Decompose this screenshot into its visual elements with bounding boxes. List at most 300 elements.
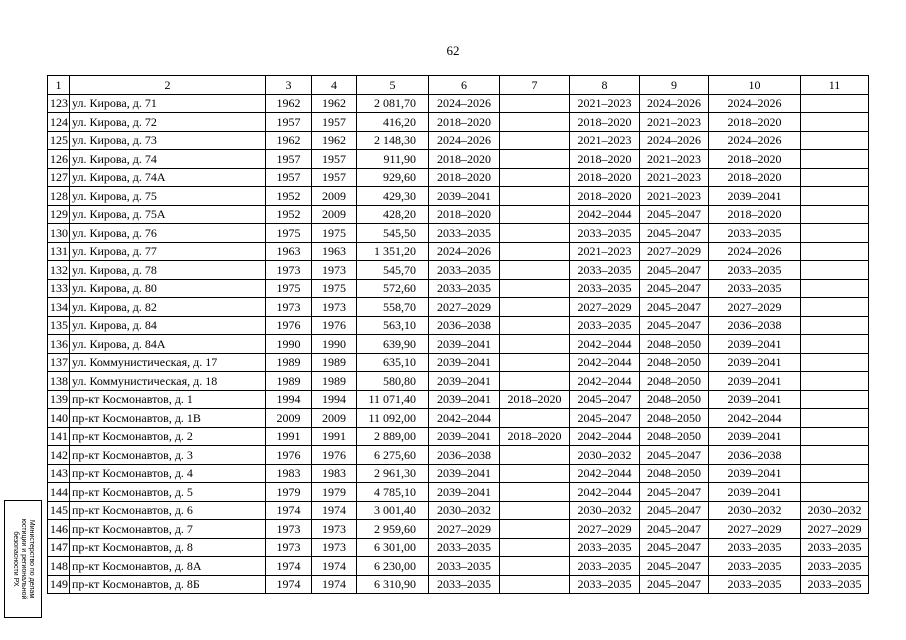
period-col6-cell: 2024–2026 <box>429 242 500 261</box>
period-col7-cell <box>500 113 570 132</box>
period-col7-cell <box>500 372 570 391</box>
year-commissioned-cell: 1957 <box>312 113 357 132</box>
address-cell: ул. Кирова, д. 82 <box>70 298 266 317</box>
year-commissioned-cell: 1973 <box>312 298 357 317</box>
address-cell: ул. Кирова, д. 74 <box>70 150 266 169</box>
period-col7-cell <box>500 279 570 298</box>
period-col11-cell <box>801 335 869 354</box>
period-col10-cell: 2036–2038 <box>709 446 801 465</box>
row-number-cell: 125 <box>48 131 70 150</box>
period-col7-cell <box>500 575 570 594</box>
address-cell: пр-кт Космонавтов, д. 4 <box>70 464 266 483</box>
row-number-cell: 138 <box>48 372 70 391</box>
year-built-cell: 1973 <box>266 538 312 557</box>
period-col6-cell: 2027–2029 <box>429 298 500 317</box>
address-cell: пр-кт Космонавтов, д. 1 <box>70 390 266 409</box>
row-number-cell: 141 <box>48 427 70 446</box>
period-col11-cell <box>801 409 869 428</box>
period-col11-cell <box>801 224 869 243</box>
table-row <box>48 372 869 391</box>
row-number-cell: 140 <box>48 409 70 428</box>
year-built-cell: 1962 <box>266 131 312 150</box>
period-col7-cell <box>500 150 570 169</box>
year-built-cell: 1962 <box>266 94 312 113</box>
year-commissioned-cell: 1989 <box>312 353 357 372</box>
year-built-cell: 1957 <box>266 168 312 187</box>
period-col10-cell: 2033–2035 <box>709 538 801 557</box>
year-commissioned-cell: 1976 <box>312 446 357 465</box>
period-col7-cell <box>500 298 570 317</box>
period-col6-cell: 2033–2035 <box>429 538 500 557</box>
period-col8-cell: 2042–2044 <box>570 483 640 502</box>
table-row <box>48 446 869 465</box>
period-col10-cell: 2039–2041 <box>709 372 801 391</box>
table-row <box>48 501 869 520</box>
table-row <box>48 242 869 261</box>
table-row <box>48 575 869 594</box>
period-col6-cell: 2033–2035 <box>429 261 500 280</box>
area-cell: 929,60 <box>357 168 429 187</box>
period-col7-cell <box>500 224 570 243</box>
period-col6-cell: 2033–2035 <box>429 224 500 243</box>
row-number-cell: 135 <box>48 316 70 335</box>
year-built-cell: 1974 <box>266 557 312 576</box>
area-cell: 6 230,00 <box>357 557 429 576</box>
period-col10-cell: 2018–2020 <box>709 205 801 224</box>
row-number-cell: 128 <box>48 187 70 206</box>
period-col10-cell: 2039–2041 <box>709 464 801 483</box>
period-col9-cell: 2045–2047 <box>640 316 709 335</box>
period-col9-cell: 2045–2047 <box>640 298 709 317</box>
address-cell: ул. Кирова, д. 75А <box>70 205 266 224</box>
year-commissioned-cell: 2009 <box>312 187 357 206</box>
period-col11-cell <box>801 205 869 224</box>
period-col9-cell: 2045–2047 <box>640 557 709 576</box>
year-commissioned-cell: 1989 <box>312 372 357 391</box>
period-col9-cell: 2048–2050 <box>640 390 709 409</box>
year-built-cell: 1952 <box>266 205 312 224</box>
table-row <box>48 131 869 150</box>
year-commissioned-cell: 2009 <box>312 205 357 224</box>
address-cell: ул. Кирова, д. 73 <box>70 131 266 150</box>
period-col7-cell <box>500 483 570 502</box>
area-cell: 6 310,90 <box>357 575 429 594</box>
column-header: 11 <box>801 76 869 95</box>
period-col10-cell: 2033–2035 <box>709 575 801 594</box>
row-number-cell: 148 <box>48 557 70 576</box>
period-col8-cell: 2033–2035 <box>570 261 640 280</box>
period-col8-cell: 2042–2044 <box>570 335 640 354</box>
year-commissioned-cell: 1975 <box>312 224 357 243</box>
period-col6-cell: 2024–2026 <box>429 131 500 150</box>
period-col11-cell <box>801 168 869 187</box>
period-col11-cell <box>801 427 869 446</box>
address-cell: пр-кт Космонавтов, д. 5 <box>70 483 266 502</box>
year-built-cell: 1975 <box>266 224 312 243</box>
period-col6-cell: 2036–2038 <box>429 446 500 465</box>
area-cell: 2 081,70 <box>357 94 429 113</box>
period-col6-cell: 2033–2035 <box>429 279 500 298</box>
row-number-cell: 143 <box>48 464 70 483</box>
address-cell: пр-кт Космонавтов, д. 6 <box>70 501 266 520</box>
period-col9-cell: 2048–2050 <box>640 427 709 446</box>
table-row <box>48 538 869 557</box>
area-cell: 2 961,30 <box>357 464 429 483</box>
period-col6-cell: 2027–2029 <box>429 520 500 539</box>
period-col10-cell: 2027–2029 <box>709 520 801 539</box>
period-col8-cell: 2033–2035 <box>570 224 640 243</box>
period-col11-cell: 2033–2035 <box>801 575 869 594</box>
period-col8-cell: 2042–2044 <box>570 353 640 372</box>
period-col9-cell: 2024–2026 <box>640 131 709 150</box>
stamp-line: безопасности РХ <box>11 531 19 587</box>
stamp-text <box>11 501 35 617</box>
table-row <box>48 261 869 280</box>
column-header: 5 <box>357 76 429 95</box>
year-built-cell: 1963 <box>266 242 312 261</box>
period-col9-cell: 2045–2047 <box>640 205 709 224</box>
period-col9-cell: 2048–2050 <box>640 335 709 354</box>
year-built-cell: 1973 <box>266 261 312 280</box>
period-col6-cell: 2018–2020 <box>429 168 500 187</box>
area-cell: 3 001,40 <box>357 501 429 520</box>
address-cell: ул. Кирова, д. 80 <box>70 279 266 298</box>
year-built-cell: 1957 <box>266 150 312 169</box>
period-col6-cell: 2039–2041 <box>429 353 500 372</box>
year-commissioned-cell: 1983 <box>312 464 357 483</box>
table-row <box>48 520 869 539</box>
period-col8-cell: 2030–2032 <box>570 446 640 465</box>
table-row <box>48 335 869 354</box>
row-number-cell: 130 <box>48 224 70 243</box>
year-built-cell: 1976 <box>266 316 312 335</box>
area-cell: 2 959,60 <box>357 520 429 539</box>
period-col11-cell <box>801 242 869 261</box>
period-col10-cell: 2033–2035 <box>709 224 801 243</box>
area-cell: 6 301,00 <box>357 538 429 557</box>
year-commissioned-cell: 1973 <box>312 538 357 557</box>
year-built-cell: 1973 <box>266 520 312 539</box>
period-col6-cell: 2018–2020 <box>429 150 500 169</box>
period-col11-cell <box>801 353 869 372</box>
period-col10-cell: 2033–2035 <box>709 557 801 576</box>
period-col8-cell: 2018–2020 <box>570 187 640 206</box>
address-cell: пр-кт Космонавтов, д. 8А <box>70 557 266 576</box>
year-built-cell: 1974 <box>266 501 312 520</box>
address-cell: пр-кт Космонавтов, д. 3 <box>70 446 266 465</box>
period-col10-cell: 2024–2026 <box>709 131 801 150</box>
row-number-cell: 145 <box>48 501 70 520</box>
column-header: 8 <box>570 76 640 95</box>
row-number-cell: 132 <box>48 261 70 280</box>
year-built-cell: 1979 <box>266 483 312 502</box>
period-col8-cell: 2027–2029 <box>570 298 640 317</box>
period-col7-cell <box>500 335 570 354</box>
address-cell: ул. Коммунистическая, д. 17 <box>70 353 266 372</box>
stamp-line: Министерство по делам <box>28 519 36 599</box>
area-cell: 428,20 <box>357 205 429 224</box>
area-cell: 6 275,60 <box>357 446 429 465</box>
year-commissioned-cell: 1957 <box>312 168 357 187</box>
period-col8-cell: 2042–2044 <box>570 372 640 391</box>
row-number-cell: 133 <box>48 279 70 298</box>
period-col9-cell: 2045–2047 <box>640 575 709 594</box>
period-col8-cell: 2033–2035 <box>570 316 640 335</box>
year-commissioned-cell: 1991 <box>312 427 357 446</box>
year-commissioned-cell: 1973 <box>312 261 357 280</box>
year-built-cell: 1994 <box>266 390 312 409</box>
period-col6-cell: 2033–2035 <box>429 575 500 594</box>
period-col7-cell <box>500 242 570 261</box>
address-cell: пр-кт Космонавтов, д. 8Б <box>70 575 266 594</box>
period-col11-cell <box>801 150 869 169</box>
column-header: 9 <box>640 76 709 95</box>
column-header: 6 <box>429 76 500 95</box>
address-cell: пр-кт Космонавтов, д. 2 <box>70 427 266 446</box>
period-col6-cell: 2039–2041 <box>429 187 500 206</box>
period-col10-cell: 2039–2041 <box>709 390 801 409</box>
period-col10-cell: 2030–2032 <box>709 501 801 520</box>
area-cell: 11 071,40 <box>357 390 429 409</box>
period-col7-cell: 2018–2020 <box>500 390 570 409</box>
year-built-cell: 1973 <box>266 298 312 317</box>
table-row <box>48 390 869 409</box>
address-cell: ул. Кирова, д. 78 <box>70 261 266 280</box>
period-col7-cell <box>500 205 570 224</box>
area-cell: 911,90 <box>357 150 429 169</box>
year-commissioned-cell: 2009 <box>312 409 357 428</box>
period-col8-cell: 2042–2044 <box>570 205 640 224</box>
period-col7-cell <box>500 316 570 335</box>
period-col9-cell: 2021–2023 <box>640 187 709 206</box>
period-col9-cell: 2048–2050 <box>640 372 709 391</box>
stamp-line: юстиции и региональной <box>20 518 28 600</box>
table-row <box>48 150 869 169</box>
area-cell: 1 351,20 <box>357 242 429 261</box>
table-row <box>48 205 869 224</box>
address-cell: ул. Коммунистическая, д. 18 <box>70 372 266 391</box>
table-row <box>48 224 869 243</box>
period-col11-cell: 2030–2032 <box>801 501 869 520</box>
period-col8-cell: 2033–2035 <box>570 557 640 576</box>
period-col7-cell <box>500 131 570 150</box>
period-col7-cell <box>500 538 570 557</box>
row-number-cell: 131 <box>48 242 70 261</box>
year-built-cell: 2009 <box>266 409 312 428</box>
year-built-cell: 1952 <box>266 187 312 206</box>
period-col10-cell: 2039–2041 <box>709 427 801 446</box>
year-commissioned-cell: 1974 <box>312 501 357 520</box>
period-col9-cell: 2021–2023 <box>640 168 709 187</box>
period-col11-cell <box>801 372 869 391</box>
period-col8-cell: 2045–2047 <box>570 409 640 428</box>
period-col11-cell <box>801 446 869 465</box>
table-row <box>48 353 869 372</box>
area-cell: 563,10 <box>357 316 429 335</box>
area-cell: 2 148,30 <box>357 131 429 150</box>
area-cell: 429,30 <box>357 187 429 206</box>
year-built-cell: 1983 <box>266 464 312 483</box>
period-col6-cell: 2030–2032 <box>429 501 500 520</box>
period-col11-cell <box>801 483 869 502</box>
period-col6-cell: 2036–2038 <box>429 316 500 335</box>
column-header: 4 <box>312 76 357 95</box>
period-col7-cell <box>500 187 570 206</box>
row-number-cell: 147 <box>48 538 70 557</box>
period-col6-cell: 2039–2041 <box>429 483 500 502</box>
period-col9-cell: 2045–2047 <box>640 520 709 539</box>
area-cell: 11 092,00 <box>357 409 429 428</box>
period-col9-cell: 2048–2050 <box>640 353 709 372</box>
period-col7-cell <box>500 446 570 465</box>
row-number-cell: 139 <box>48 390 70 409</box>
year-built-cell: 1989 <box>266 372 312 391</box>
year-commissioned-cell: 1976 <box>312 316 357 335</box>
period-col10-cell: 2039–2041 <box>709 187 801 206</box>
period-col11-cell <box>801 390 869 409</box>
period-col9-cell: 2045–2047 <box>640 279 709 298</box>
table-row <box>48 298 869 317</box>
period-col11-cell <box>801 316 869 335</box>
year-built-cell: 1990 <box>266 335 312 354</box>
period-col7-cell: 2018–2020 <box>500 427 570 446</box>
period-col6-cell: 2039–2041 <box>429 372 500 391</box>
row-number-cell: 129 <box>48 205 70 224</box>
area-cell: 580,80 <box>357 372 429 391</box>
address-cell: ул. Кирова, д. 71 <box>70 94 266 113</box>
column-header: 1 <box>48 76 70 95</box>
period-col10-cell: 2027–2029 <box>709 298 801 317</box>
row-number-cell: 126 <box>48 150 70 169</box>
address-cell: ул. Кирова, д. 72 <box>70 113 266 132</box>
period-col10-cell: 2018–2020 <box>709 150 801 169</box>
column-header: 3 <box>266 76 312 95</box>
period-col6-cell: 2024–2026 <box>429 94 500 113</box>
table-header-row <box>48 76 869 95</box>
area-cell: 2 889,00 <box>357 427 429 446</box>
table-row <box>48 279 869 298</box>
year-commissioned-cell: 1973 <box>312 520 357 539</box>
period-col7-cell <box>500 557 570 576</box>
period-col8-cell: 2045–2047 <box>570 390 640 409</box>
period-col9-cell: 2045–2047 <box>640 446 709 465</box>
column-header: 2 <box>70 76 266 95</box>
period-col9-cell: 2045–2047 <box>640 261 709 280</box>
table-row <box>48 187 869 206</box>
period-col6-cell: 2039–2041 <box>429 335 500 354</box>
period-col8-cell: 2030–2032 <box>570 501 640 520</box>
address-cell: ул. Кирова, д. 76 <box>70 224 266 243</box>
period-col8-cell: 2021–2023 <box>570 242 640 261</box>
period-col6-cell: 2033–2035 <box>429 557 500 576</box>
period-col8-cell: 2018–2020 <box>570 113 640 132</box>
period-col11-cell <box>801 113 869 132</box>
year-commissioned-cell: 1962 <box>312 94 357 113</box>
address-cell: ул. Кирова, д. 74А <box>70 168 266 187</box>
period-col8-cell: 2033–2035 <box>570 575 640 594</box>
period-col7-cell <box>500 353 570 372</box>
year-commissioned-cell: 1963 <box>312 242 357 261</box>
period-col9-cell: 2045–2047 <box>640 483 709 502</box>
year-commissioned-cell: 1962 <box>312 131 357 150</box>
year-built-cell: 1957 <box>266 113 312 132</box>
period-col7-cell <box>500 501 570 520</box>
period-col7-cell <box>500 168 570 187</box>
period-col7-cell <box>500 261 570 280</box>
row-number-cell: 137 <box>48 353 70 372</box>
period-col11-cell: 2027–2029 <box>801 520 869 539</box>
period-col8-cell: 2018–2020 <box>570 150 640 169</box>
period-col6-cell: 2039–2041 <box>429 390 500 409</box>
row-number-cell: 146 <box>48 520 70 539</box>
year-built-cell: 1976 <box>266 446 312 465</box>
column-header: 10 <box>709 76 801 95</box>
column-header: 7 <box>500 76 570 95</box>
address-cell: ул. Кирова, д. 84 <box>70 316 266 335</box>
period-col8-cell: 2018–2020 <box>570 168 640 187</box>
period-col9-cell: 2021–2023 <box>640 150 709 169</box>
period-col11-cell <box>801 261 869 280</box>
page-number: 62 <box>446 43 460 58</box>
period-col10-cell: 2024–2026 <box>709 242 801 261</box>
table-row <box>48 94 869 113</box>
area-cell: 545,50 <box>357 224 429 243</box>
period-col10-cell: 2033–2035 <box>709 261 801 280</box>
period-col7-cell <box>500 520 570 539</box>
period-col9-cell: 2027–2029 <box>640 242 709 261</box>
year-commissioned-cell: 1974 <box>312 575 357 594</box>
period-col11-cell <box>801 279 869 298</box>
period-col10-cell: 2039–2041 <box>709 335 801 354</box>
period-col6-cell: 2039–2041 <box>429 427 500 446</box>
period-col7-cell <box>500 464 570 483</box>
period-col10-cell: 2024–2026 <box>709 94 801 113</box>
period-col10-cell: 2039–2041 <box>709 483 801 502</box>
year-built-cell: 1974 <box>266 575 312 594</box>
period-col10-cell: 2018–2020 <box>709 168 801 187</box>
table-row <box>48 316 869 335</box>
period-col8-cell: 2033–2035 <box>570 538 640 557</box>
period-col6-cell: 2042–2044 <box>429 409 500 428</box>
area-cell: 635,10 <box>357 353 429 372</box>
period-col11-cell <box>801 187 869 206</box>
address-cell: пр-кт Космонавтов, д. 8 <box>70 538 266 557</box>
period-col8-cell: 2042–2044 <box>570 464 640 483</box>
table-row <box>48 557 869 576</box>
year-commissioned-cell: 1994 <box>312 390 357 409</box>
period-col10-cell: 2018–2020 <box>709 113 801 132</box>
table-body <box>48 76 869 594</box>
row-number-cell: 123 <box>48 94 70 113</box>
area-cell: 4 785,10 <box>357 483 429 502</box>
period-col9-cell: 2045–2047 <box>640 224 709 243</box>
period-col9-cell: 2024–2026 <box>640 94 709 113</box>
period-col8-cell: 2027–2029 <box>570 520 640 539</box>
buildings-table <box>47 75 869 594</box>
period-col6-cell: 2018–2020 <box>429 113 500 132</box>
period-col11-cell: 2033–2035 <box>801 557 869 576</box>
period-col11-cell: 2033–2035 <box>801 538 869 557</box>
year-built-cell: 1989 <box>266 353 312 372</box>
address-cell: пр-кт Космонавтов, д. 1В <box>70 409 266 428</box>
address-cell: пр-кт Космонавтов, д. 7 <box>70 520 266 539</box>
row-number-cell: 134 <box>48 298 70 317</box>
period-col11-cell <box>801 131 869 150</box>
address-cell: ул. Кирова, д. 84А <box>70 335 266 354</box>
period-col9-cell: 2048–2050 <box>640 464 709 483</box>
period-col10-cell: 2039–2041 <box>709 353 801 372</box>
table-row <box>48 483 869 502</box>
